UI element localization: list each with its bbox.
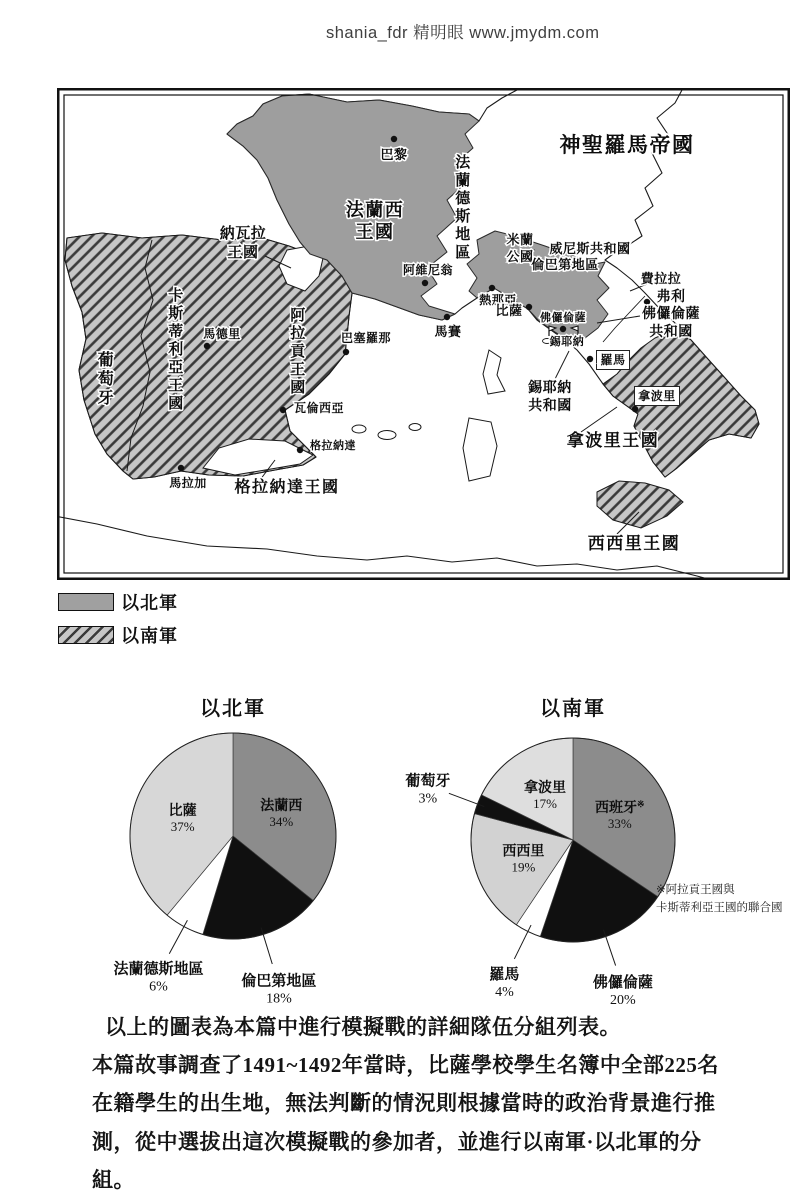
- map-label-florence-city: 佛儸倫薩: [540, 312, 586, 324]
- europe-war-map: [57, 88, 790, 580]
- map-label-avignon: 阿維尼翁: [402, 263, 454, 277]
- pie-outside-pct-佛儸倫薩: 20%: [610, 992, 636, 1008]
- map-label-genoa: 熱那亞: [479, 293, 517, 307]
- pie-outside-pct-葡萄牙: 3%: [418, 791, 438, 807]
- map-label-hre: 神聖羅馬帝國: [559, 133, 695, 157]
- map-city-dot-granada-city: [297, 447, 303, 453]
- map-label-aragon: 阿拉貢王國: [290, 308, 306, 396]
- map-label-florence-republic: 佛儸倫薩共和國: [642, 306, 700, 340]
- map-label-sicily-kingdom: 西西里王國: [587, 533, 681, 553]
- map-canvas: [57, 88, 790, 580]
- map-label-castile: 卡斯蒂利亞王國: [168, 288, 184, 412]
- pie-south-footnote: ※阿拉貢王國與 卡斯蒂利亞王國的聯合國: [656, 884, 783, 914]
- pie-inside-label-拿波里: 拿波里: [523, 780, 566, 796]
- pie-north-title: 以北軍: [200, 698, 266, 720]
- map-label-pisa: 比薩: [495, 302, 523, 318]
- map-label-siena-republic: 錫耶納共和國: [528, 380, 572, 414]
- map-city-dot-genoa: [489, 285, 495, 291]
- pie-inside-pct-法蘭西: 34%: [269, 813, 294, 829]
- map-city-dot-florence-city: [560, 326, 566, 332]
- island-balearic-3: [409, 424, 421, 431]
- map-label-naples-kingdom: 拿波里王國: [566, 430, 660, 450]
- pie-outside-label-法蘭德斯地區: 法蘭德斯地區: [113, 961, 204, 978]
- pie-inside-pct-拿波里: 17%: [533, 795, 557, 811]
- island-balearic-2: [378, 431, 396, 440]
- watermark-text: shania_fdr 精明眼 www.jmydm.com: [326, 24, 600, 42]
- pie-inside-pct-西班牙: 33%: [607, 815, 632, 831]
- pie-outside-label-羅馬: 羅馬: [489, 967, 520, 984]
- map-label-naples-city: 拿波里: [638, 389, 676, 403]
- map-label-siena-city: 錫耶納: [549, 336, 585, 348]
- pie-inside-label-比薩: 比薩: [168, 803, 197, 819]
- map-label-portugal: 葡萄牙: [97, 351, 115, 407]
- map-label-forli: 弗利: [656, 289, 686, 305]
- map-leader-line-siena-republic: [555, 351, 569, 379]
- map-city-dot-pisa: [526, 304, 532, 310]
- map-label-flanders: 法蘭德斯地區: [455, 155, 471, 261]
- map-label-valencia: 瓦倫西亞: [293, 401, 345, 415]
- pie-chart-south-army: [403, 683, 800, 1013]
- map-city-dot-avignon: [422, 280, 428, 286]
- pie-outside-label-倫巴第地區: 倫巴第地區: [241, 973, 317, 990]
- pie-inside-pct-比薩: 37%: [170, 818, 195, 834]
- pie-chart-north-army: [63, 683, 403, 1013]
- pie-outside-label-佛儸倫薩: 佛儸倫薩: [592, 974, 653, 991]
- map-city-dot-madrid: [204, 343, 210, 349]
- map-label-madrid: 馬德里: [203, 327, 241, 341]
- map-city-dot-rome: [587, 356, 593, 362]
- legend-row-north: [58, 589, 178, 615]
- map-label-marseille: 馬賽: [434, 323, 462, 339]
- legend-swatch-south-hatched: [58, 626, 114, 644]
- map-leader-line-naples-kingdom: [581, 407, 617, 432]
- map-label-malaga: 馬拉加: [169, 476, 207, 490]
- map-label-venice: 威尼斯共和國: [549, 240, 631, 256]
- caption-paragraph: 本篇故事調查了1491~1492年當時，比薩學校學生名簿中全部225名在籍學生的出生地，無法判斷的情況則根據當時的政治背景進行推測，從中選拔出這次模擬戰的參加者，並進行以南軍·以北軍的分組。: [92, 1053, 719, 1192]
- map-label-barcelona: 巴塞羅那: [340, 331, 392, 345]
- map-label-france: 法蘭西王國: [345, 200, 405, 242]
- legend-row-south: [58, 622, 178, 648]
- map-label-granada-city: 格拉納達: [310, 440, 356, 452]
- map-label-paris: 巴黎: [380, 146, 408, 162]
- region-sicily-south-army: [597, 481, 683, 528]
- map-label-granada-kingdom: 格拉納達王國: [234, 478, 340, 496]
- island-balearic-1: [352, 425, 366, 433]
- map-label-ferrara: 費拉拉: [640, 270, 682, 286]
- legend-label-north: 以北軍: [121, 593, 178, 613]
- pie-south-title: 以南軍: [540, 698, 606, 720]
- map-city-dot-barcelona: [343, 349, 349, 355]
- caption-line1: 以上的圖表為本篇中進行模擬戰的詳細隊伍分組列表。: [105, 1015, 621, 1039]
- map-label-navarre: 納瓦拉王國: [219, 226, 267, 261]
- pie-inside-label-西班牙: 西班牙※: [595, 798, 645, 816]
- map-city-dot-malaga: [178, 465, 184, 471]
- map-label-rome: 羅馬: [600, 353, 626, 367]
- island-sardinia: [463, 418, 497, 481]
- pie-leader-法蘭德斯地區: [169, 920, 187, 954]
- pie-outside-label-葡萄牙: 葡萄牙: [405, 773, 451, 790]
- map-label-lombardy: 倫巴第地區: [531, 256, 599, 272]
- map-legend: [58, 589, 178, 655]
- pie-inside-label-法蘭西: 法蘭西: [260, 798, 303, 814]
- caption-text-block: [92, 1008, 720, 1199]
- pie-inside-label-西西里: 西西里: [502, 844, 545, 860]
- map-city-dot-marseille: [444, 314, 450, 320]
- pie-inside-pct-西西里: 19%: [511, 859, 536, 875]
- pie-leader-羅馬: [514, 925, 531, 959]
- pie-outside-pct-倫巴第地區: 18%: [266, 991, 292, 1007]
- map-city-dot-valencia: [280, 407, 286, 413]
- map-city-dot-paris: [391, 136, 397, 142]
- pie-outside-pct-法蘭德斯地區: 6%: [149, 979, 168, 995]
- pie-outside-pct-羅馬: 4%: [495, 985, 514, 1001]
- legend-swatch-north-solid: [58, 593, 114, 611]
- island-corsica: [483, 350, 505, 394]
- map-label-milan: 米蘭公國: [506, 231, 534, 264]
- map-city-dot-forli: [644, 299, 650, 305]
- legend-label-south: 以南軍: [121, 626, 178, 646]
- map-city-dot-naples-city: [632, 406, 638, 412]
